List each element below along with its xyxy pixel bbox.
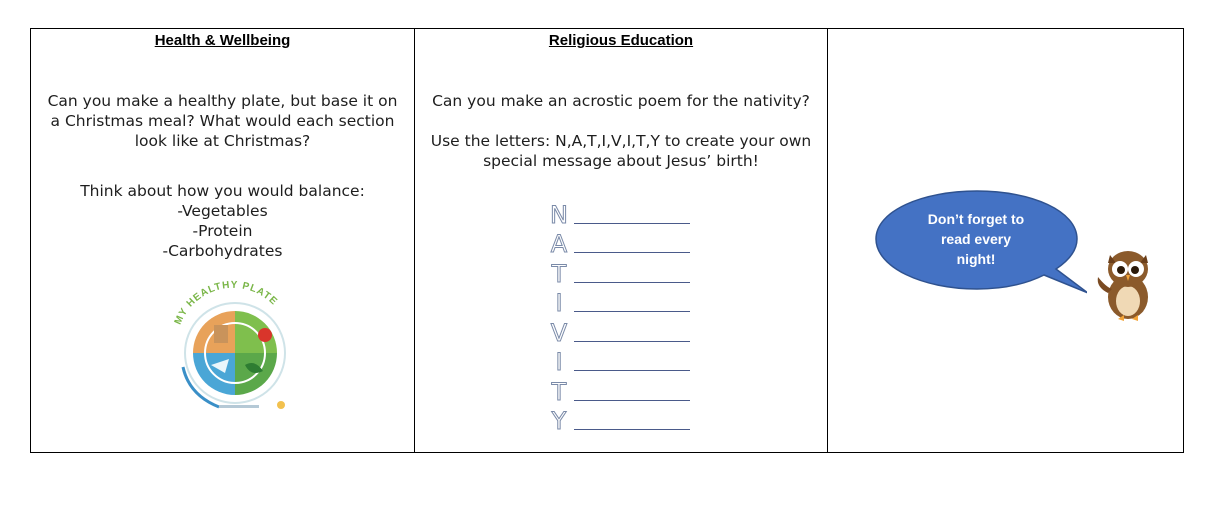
acrostic-row: [548, 404, 708, 434]
activity-table: [30, 28, 1184, 453]
health-question-line: look like at Christmas?: [134, 132, 311, 150]
acrostic-row: [548, 286, 708, 316]
writing-line: [574, 370, 690, 371]
writing-line: [574, 282, 690, 283]
acrostic-letter: N: [550, 200, 568, 229]
acrostic-row: [548, 315, 708, 345]
health-wellbeing-cell: [31, 29, 415, 452]
bubble-line: night!: [956, 251, 996, 267]
health-balance-list: [31, 181, 414, 261]
health-heading: Health & Wellbeing: [154, 32, 291, 49]
religious-question: Can you make an acrostic poem for the nativity?: [432, 92, 810, 110]
religious-instruction: [415, 131, 827, 171]
speech-bubble: [872, 185, 1087, 295]
reminder-cell: [828, 29, 1183, 452]
acrostic-worksheet: [548, 197, 708, 433]
writing-line: [574, 311, 690, 312]
owl-icon: [1094, 247, 1158, 323]
writing-line: [574, 400, 690, 401]
health-balance-line: -Carbohydrates: [162, 242, 283, 260]
plate-title: MY HEALTHY PLATE: [172, 279, 280, 327]
acrostic-letter: I: [555, 289, 563, 317]
acrostic-row: [548, 256, 708, 286]
acrostic-row: [548, 197, 708, 227]
writing-line: [574, 252, 690, 253]
writing-line: [574, 223, 690, 224]
acrostic-letter: Y: [551, 407, 567, 435]
religious-instruction-line: special message about Jesus’ birth!: [483, 152, 759, 170]
health-question: [31, 91, 414, 151]
religious-instruction-line: Use the letters: N,A,T,I,V,I,T,Y to create your own: [430, 132, 812, 150]
health-question-line: a Christmas meal? What would each section: [50, 112, 395, 130]
acrostic-letter: V: [550, 318, 568, 347]
healthy-plate-image: [159, 267, 307, 417]
apple-icon: [258, 328, 272, 342]
writing-line: [574, 341, 690, 342]
writing-line: [574, 429, 690, 430]
acrostic-row: [548, 227, 708, 257]
bubble-line: Don’t forget to: [927, 211, 1025, 227]
acrostic-row: [548, 345, 708, 375]
acrostic-letter: T: [551, 259, 567, 288]
bubble-line: read every: [940, 231, 1012, 247]
health-question-line: Can you make a healthy plate, but base it on: [47, 92, 398, 110]
religious-heading: Religious Education: [548, 32, 694, 49]
health-balance-line: -Vegetables: [177, 202, 268, 220]
acrostic-letter: A: [550, 230, 568, 258]
health-balance-line: -Protein: [192, 222, 253, 240]
bubble-text: [886, 209, 1066, 269]
acrostic-letter: T: [551, 377, 567, 406]
acrostic-letter: I: [555, 348, 563, 376]
health-balance-line: Think about how you would balance:: [80, 182, 365, 200]
religious-education-cell: [415, 29, 828, 452]
acrostic-row: [548, 374, 708, 404]
